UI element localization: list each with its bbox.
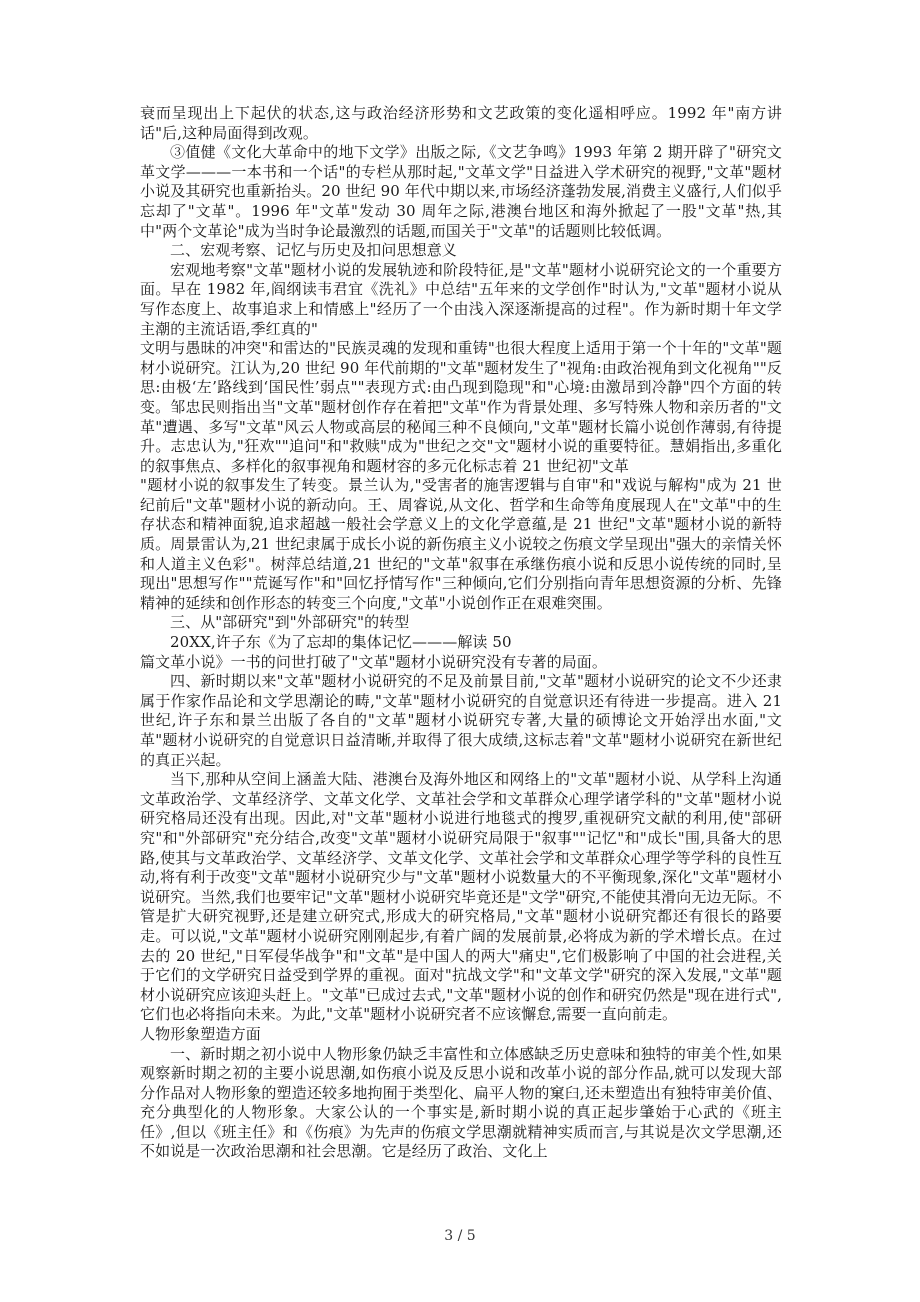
paragraph-10: 当下,那种从空间上涵盖大陆、港澳台及海外地区和网络上的"文革"题材小说、从学科上沟通文革政治学、文革经济学、文革文化学、文革社会学和文革群众心理学诸学科的"文革"题材小说研究格局还没有出现。因此,对"文革"题材小说进行地毯式的搜罗,重视研究文献的利用,使"部研究"和"外部研究"充分结合,改变"文革"题材小说研究局限于"叙事""记忆"和"成长"围,具备大的思路,使其与文革政治学、文革经济学、文革文化学、文革社会学和文革群众心理学等学科的良性互动,将有利于改变"文革"题材小说研究少与"文革"题材小说数量大的不平衡现象,深化"文革"题材小说研究。当然,我们也要牢记"文革"题材小说研究毕竟还是"文学"研究,不能使其滑向无边无际。不管是扩大研究视野,还是建立研究式,形成大的研究格局,"文革"题材小说研究都还有很长的路要走。可以说,"文革"题材小说研究刚刚起步,有着广阔的发展前景,必将成为新的学术增长点。在过去的 20 世纪,"日军侵华战争"和"文革"是中国人的两大"痛史",它们极影响了中国的社会进程,关于它们的文学研究日益受到学界的重视。面对"抗战文学"和"文革文学"研究的深入发展,"文革"题材小说研究应该迎头赶上。"文革"已成过去式,"文革"题材小说的创作和研究仍然是"现在进行式",它们也必将指向未来。为此,"文革"题材小说研究者不应该懈怠,需要一直向前走。: [140, 770, 782, 1024]
paragraph-9: 四、新时期以来"文革"题材小说研究的不足及前景目前,"文革"题材小说研究的论文不少还隶属于作家作品论和文学思潮论的畴,"文革"题材小说研究的自觉意识还有待进一步提高。进入 21 世纪,许子东和景兰出版了各自的"文革"题材小说研究专著,大量的硕博论文开始浮出水面,"文革"题材小说研究的自觉意识日益清晰,并取得了很大成绩,这标志着"文革"题材小说研究在新世纪的真正兴起。: [140, 672, 782, 769]
paragraph-4: 文明与愚昧的冲突"和雷达的"民族灵魂的发现和重铸"也很大程度上适用于第一个十年的"文革"题材小说研究。江认为,20 世纪 90 年代前期的"文革"题材发生了"视角:由政治视角到文化视角""反思:由极‘左’路线到‘国民性’弱点""表现方式:由凸现到隐现"和"心境:由激昂到冷静"四个方面的转变。邹忠民则指出当"文革"题材创作存在着把"文革"作为背景处理、多写特殊人物和亲历者的"文革"遭遇、多写"文革"风云人物或高层的秘闻三种不良倾向,"文革"题材长篇小说创作薄弱,有待提升。志忠认为,"狂欢""追问"和"救赎"成为"世纪之交"文"题材小说的重要特征。慧娟指出,多重化的叙事焦点、多样化的叙事视角和题材容的多元化标志着 21 世纪初"文革: [140, 339, 782, 475]
paragraph-12: 一、新时期之初小说中人物形象仍缺乏丰富性和立体感缺乏历史意味和独特的审美个性,如果观察新时期之初的主要小说思潮,如伤痕小说及反思小说和改革小说的部分作品,就可以发现大部分作品对人物形象的塑造还较多地拘囿于类型化、扁平人物的窠臼,还未塑造出有独特审美价值、充分典型化的人物形象。大家公认的一个事实是,新时期小说的真正起步肇始于心武的《班主任》,但以《班主任》和《伤痕》为先声的伤痕文学思潮就精神实质而言,与其说是次文学思潮,还不如说是一次政治思潮和社会思潮。它是经历了政治、文化上: [140, 1044, 782, 1161]
paragraph-3: 宏观地考察"文革"题材小说的发展轨迹和阶段特征,是"文革"题材小说研究论文的一个重要方面。早在 1982 年,阎纲读韦君宜《洗礼》中总结"五年来的文学创作"时认为,"文革"题材小说从写作态度上、故事追求上和情感上"经历了一个由浅入深逐渐提高的过程"。作为新时期十年文学主潮的主流话语,季红真的": [140, 260, 782, 338]
paragraph-5: "题材小说的叙事发生了转变。景兰认为,"受害者的施害逻辑与自审"和"戏说与解构"成为 21 世纪前后"文革"题材小说的新动向。王、周睿说,从文化、哲学和生命等角度展现人在"文革"中的生存状态和精神面貌,追求超越一般社会学意义上的文化学意蕴,是 21 世纪"文革"题材小说的新特质。周景雷认为,21 世纪隶属于成长小说的新伤痕主义小说较之伤痕文学呈现出"强大的亲情关怀和人道主义色彩"。树萍总结道,21 世纪的"文革"叙事在承继伤痕小说和反思小说传统的同时,呈现出"思想写作""荒诞写作"和"回忆抒情写作"三种倾向,它们分别指向青年思想资源的分析、先锋精神的延续和创作形态的转变三个向度,"文革"小说创作正在艰难突围。: [140, 476, 782, 612]
body-text: [140, 104, 782, 1162]
section-heading-2: 二、宏观考察、记忆与历史及扣问思想意义: [170, 241, 457, 260]
paragraph-1: ③值健《文化大革命中的地下文学》出版之际,《文艺争鸣》1993 年第 2 期开辟了"研究文革文学———一本书和一个话"的专栏从那时起,"文革文学"日益进入学术研究的视野,"文革"题材小说及其研究也重新抬头。20 世纪 90 年代中期以来,市场经济蓬勃发展,消费主义盛行,人们似乎忘却了"文革"。1996 年"文革"发动 30 周年之际,港澳台地区和海外掀起了一股"文革"热,其中"两个文革论"成为当时争论最激烈的话题,而国关于"文革"的话题则比较低调。: [140, 143, 782, 240]
paragraph-8: 篇文革小说》一书的问世打破了"文革"题材小说研究没有专著的局面。: [140, 652, 608, 671]
paragraph-0: 衰而呈现出上下起伏的状态,这与政治经济形势和文艺政策的变化遥相呼应。1992 年"南方讲话"后,这种局面得到改观。: [140, 104, 782, 142]
paragraph-7: 20XX,许子东《为了忘却的集体记忆———解读 50: [170, 633, 512, 652]
page-number: 3 / 5: [444, 1228, 476, 1244]
subsection-heading: 人物形象塑造方面: [140, 1024, 261, 1043]
section-heading-3: 三、从"部研究"到"外部研究"的转型: [170, 613, 410, 632]
